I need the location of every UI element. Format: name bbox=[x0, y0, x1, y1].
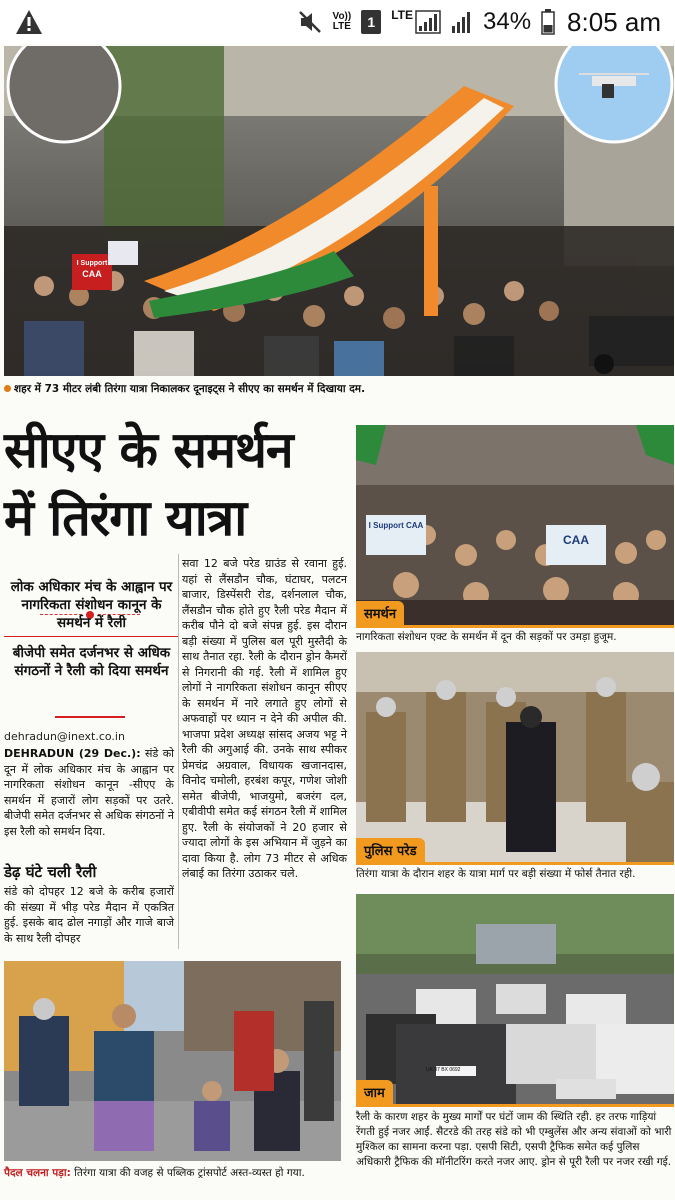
caption-bullet-icon bbox=[4, 385, 11, 392]
police-parade-photo bbox=[356, 652, 674, 862]
top-photo-caption-text: शहर में 73 मीटर लंबी तिरंगा यात्रा निकालकर दूनाइट्स ने सीएए का समर्थन में दिखाया दम. bbox=[14, 383, 366, 395]
section-title: डेढ़ घंटे चली रैली bbox=[4, 863, 97, 881]
headline-line2: में तिरंगा यात्रा bbox=[4, 489, 247, 547]
subhead-red-bar bbox=[55, 716, 125, 718]
newspaper-page bbox=[0, 44, 675, 1200]
article-intro bbox=[4, 746, 174, 839]
battery-icon bbox=[541, 9, 555, 35]
pedestrians-tag: पैदल चलना पड़ा: bbox=[4, 1167, 71, 1179]
caa-sign bbox=[70, 254, 114, 290]
clock: 8:05 am bbox=[567, 6, 661, 37]
pedestrians-photo bbox=[4, 961, 341, 1161]
subhead-secondary: बीजेपी समेत दर्जनभर से अधिक संगठनों ने रैली को दिया समर्थन bbox=[12, 645, 171, 679]
signal-icon bbox=[451, 10, 473, 34]
traffic-jam-photo bbox=[356, 894, 674, 1104]
subhead-rule bbox=[4, 636, 179, 637]
pedestrians-caption-text: तिरंगा यात्रा की वजह से पब्लिक ट्रांसपोर्ट अस्त-व्यस्त हो गया. bbox=[74, 1167, 305, 1179]
mute-icon bbox=[297, 9, 323, 35]
number-plate: UK 07 BX 0692 bbox=[426, 1067, 461, 1073]
tag-police: पुलिस परेड bbox=[356, 838, 425, 862]
tag-support: समर्थन bbox=[356, 601, 404, 625]
email-byline: dehradun@inext.co.in bbox=[4, 730, 125, 743]
pedestrians-photo-caption bbox=[4, 1166, 341, 1180]
subhead-primary: लोक अधिकार मंच के आह्वान पर नागरिकता संशोधन कानून के समर्थन में रैली bbox=[10, 579, 173, 631]
caa-sign-line1: I Support bbox=[76, 260, 108, 267]
caa-sign-line2: CAA bbox=[82, 269, 102, 279]
police-photo-caption: तिरंगा यात्रा के दौरान शहर के यात्रा मार्ग पर बड़ी संख्या में फोर्स तैनात रही. bbox=[356, 868, 636, 880]
lte-label: LTE bbox=[391, 8, 413, 22]
status-bar bbox=[0, 0, 675, 44]
tag-bar-police bbox=[356, 862, 674, 865]
sim-icon bbox=[361, 10, 381, 34]
volte-label: Vo)) bbox=[332, 11, 352, 22]
headline bbox=[4, 416, 349, 552]
support-photo-caption: नागरिकता संशोधन एक्ट के समर्थन में दून की सड़कों पर उमड़ा हुजूम. bbox=[356, 631, 617, 643]
support-sign-right: CAA bbox=[563, 533, 589, 547]
volte-icon bbox=[333, 12, 352, 32]
section-text: संडे को दोपहर 12 बजे के करीब हजारों की संख्या में भीड़ परेड मैदान में एकत्रित हुई. इसके बाद ढोल नगाड़ों और गाजे बाजे के साथ रैली दोपहर bbox=[4, 885, 174, 945]
lte-signal-icon bbox=[391, 10, 441, 34]
tag-bar-support bbox=[356, 625, 674, 628]
support-crowd-photo bbox=[356, 425, 674, 625]
column-rule bbox=[178, 554, 179, 949]
top-rally-photo bbox=[4, 46, 674, 376]
headline-line1: सीएए के समर्थन bbox=[4, 421, 293, 479]
warning-icon bbox=[14, 8, 44, 36]
battery-percent: 34% bbox=[483, 8, 532, 35]
support-sign-left: I Support CAA bbox=[368, 521, 424, 530]
jam-photo-caption: रैली के कारण शहर के मुख्य मार्गों पर घंटों जाम की स्थिति रही. हर तरफ गाड़ियां रेंगती हुई नजर आईं. सैटरडे की तरह संडे को भी एम्बुलेंस और अन्य संवाओं को भारी मुश्किल का सामना करना पड़ा. एसपी सिटी, एसपी ट्रैफिक समेत कई पुलिस अधिकारी ट्रैफिक की मॉनीटरिंग करते नजर आए. ड्रोन से पूरी रैली पर नजर रखी गई. bbox=[356, 1111, 672, 1168]
dateline: DEHRADUN (29 Dec.): bbox=[4, 747, 141, 760]
article-column2: सवा 12 बजे परेड ग्राउंड से रवाना हुई. यहां से लैंसडौन चौक, घंटाघर, पलटन बाजार, डिस्पेंसरी रोड, दर्शनलाल चौक, लैंसडौन चौक होते हुए रैली परेड मैदान में करीब पौने दो बजे संपन्न हुई. इस दौरान बड़ी संख्या में पुलिस बल पूरी मुस्तैदी के साथ तैनात रहा. रैली के दौरान ड्रोन कैमरों से निगरानी की गई. रैली में शामिल हुए लोगों ने नागरिकता संशोधन कानून सीएए के समर्थन में नारे लगाते हुए लोगों से अफवाहों पर ध्यान न देने की अपील की. भाजपा प्रदेश अध्यक्ष सांसद अजय भट्ट ने रैली की अगुआई की. उनके साथ स्पीकर प्रेमचंद्र अग्रवाल, विधायक खजानदास, विनोद चमोली, हरबंश कपूर, गणेश जोशी समेत बीजेपी, भाजयुमो, बजरंग दल, एबीवीपी समेत कई संगठन रैली में शामिल हुए. रैली के संयोजकों ने 20 हजार से ज्यादा लोगों के इस अभियान में जुड़ने का दावा किया है. लोग 73 मीटर से अधिक लंबाई का तिरंगा उठाकर चले. bbox=[182, 557, 347, 880]
sim-label: 1 bbox=[367, 14, 376, 30]
article-intro-text: संडे को दून में लोक अधिकार मंच के आह्वान पर नागरिकता संशोधन कानून -सीएए के समर्थन में हजारों लोग सड़कों पर उतरे. बीजेपी समेत दर्जनभर से अधिक संगठनों ने इस रैली को समर्थन दिया. bbox=[4, 747, 174, 838]
tag-jam: जाम bbox=[356, 1080, 393, 1104]
tag-bar-jam bbox=[356, 1104, 674, 1107]
top-photo-caption bbox=[4, 382, 674, 396]
volte-lte-label: LTE bbox=[332, 21, 351, 32]
